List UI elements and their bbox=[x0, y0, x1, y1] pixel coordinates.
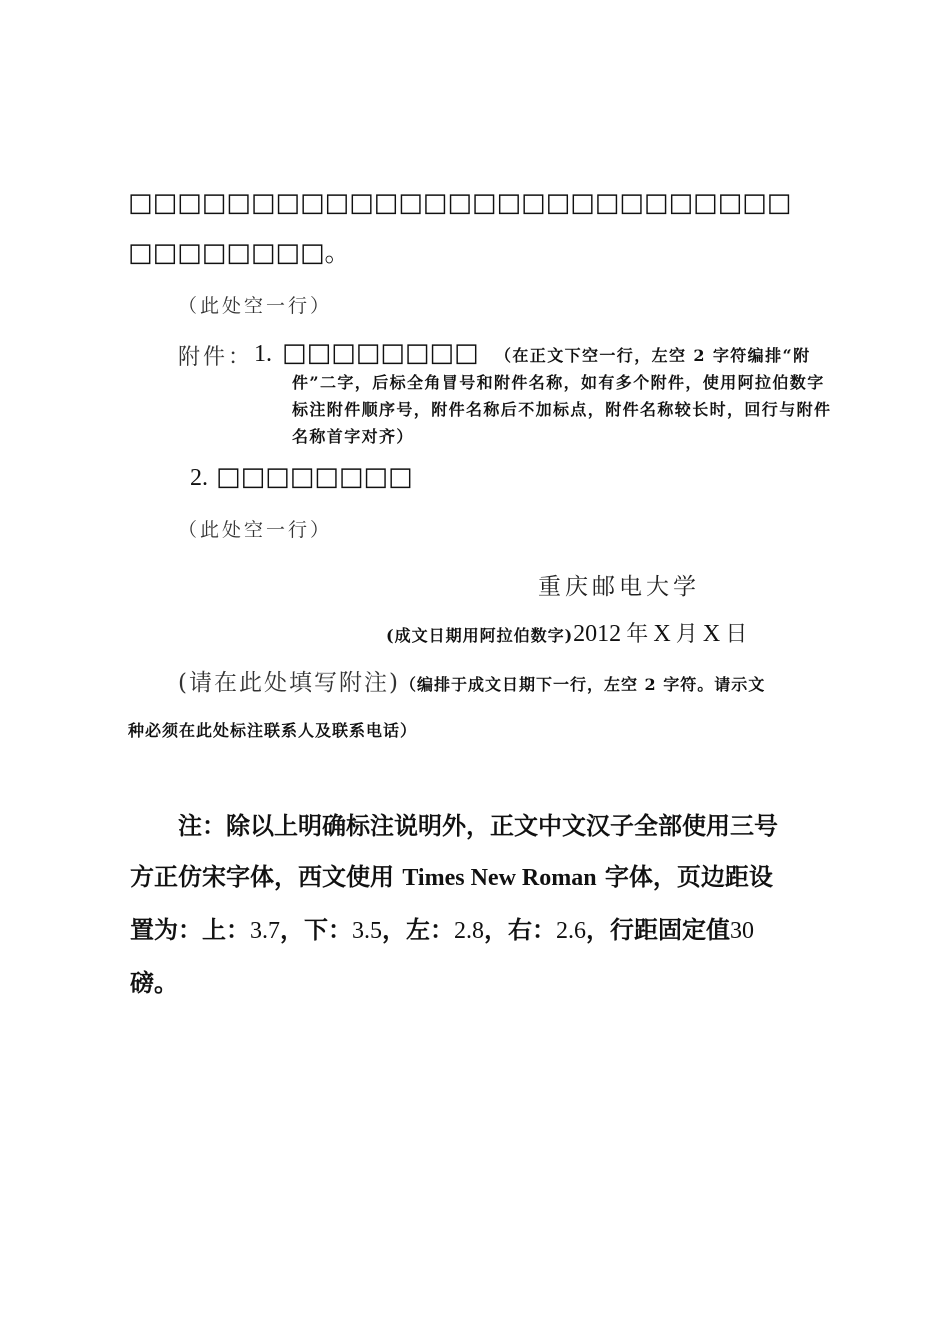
date-month-unit: 月 bbox=[675, 622, 698, 647]
body-text-line-1: □□□□□□□□□□□□□□□□□□□□□□□□□□□ bbox=[128, 188, 792, 218]
blank-line-hint: （此处空一行） bbox=[178, 295, 333, 317]
formatting-note: 注：除以上明确标注说明外，正文中文汉子全部使用三号方正仿宋字体，西文使用 Times New Roman 字体，页边距设置为：上：3.7，下：3.5，左：2.8，右：2.6，行距固定值30磅。 bbox=[130, 811, 778, 997]
font-name: Times New Roman bbox=[402, 865, 597, 891]
attachment-label: 附件： bbox=[178, 345, 254, 370]
date-year-unit: 年 bbox=[626, 622, 649, 647]
attachment-2-number: 2. bbox=[190, 465, 208, 491]
attachment-note-spacer bbox=[292, 342, 492, 369]
attachment-instructions: （在正文下空一行，左空 2 字符编排“附件”二字，后标全角冒号和附件名称，如有多个附件，使用阿拉伯数字标注附件顺序号，附件名称后不加标点，附件名称较长时，回行与附件名称首字对齐） bbox=[292, 346, 832, 446]
postscript-instructions-2: 种必须在此处标注联系人及联系电话） bbox=[128, 721, 418, 740]
issue-date-line bbox=[386, 617, 747, 648]
postscript-placeholder: (请在此处填写附注) bbox=[178, 670, 400, 696]
date-year: 2012 bbox=[573, 621, 622, 647]
blank-line-hint-2: （此处空一行） bbox=[178, 519, 333, 541]
body-text-line-2: □□□□□□□□。 bbox=[128, 238, 351, 268]
attachment-2-title: □□□□□□□□ bbox=[216, 462, 413, 492]
date-day-unit: 日 bbox=[725, 622, 748, 647]
date-format-note: (成文日期用阿拉伯数字) bbox=[386, 626, 574, 645]
postscript-line-1 bbox=[178, 664, 765, 697]
attachment-1-number: 1. bbox=[254, 341, 272, 367]
postscript-instructions-1: （编排于成文日期下一行，左空 2 字符。请示文 bbox=[399, 675, 766, 694]
date-day: X bbox=[702, 621, 721, 647]
date-month: X bbox=[653, 621, 671, 647]
attachment-1-title: □□□□□□□□ bbox=[282, 338, 479, 368]
issuing-organization: 重庆邮电大学 bbox=[538, 574, 700, 600]
